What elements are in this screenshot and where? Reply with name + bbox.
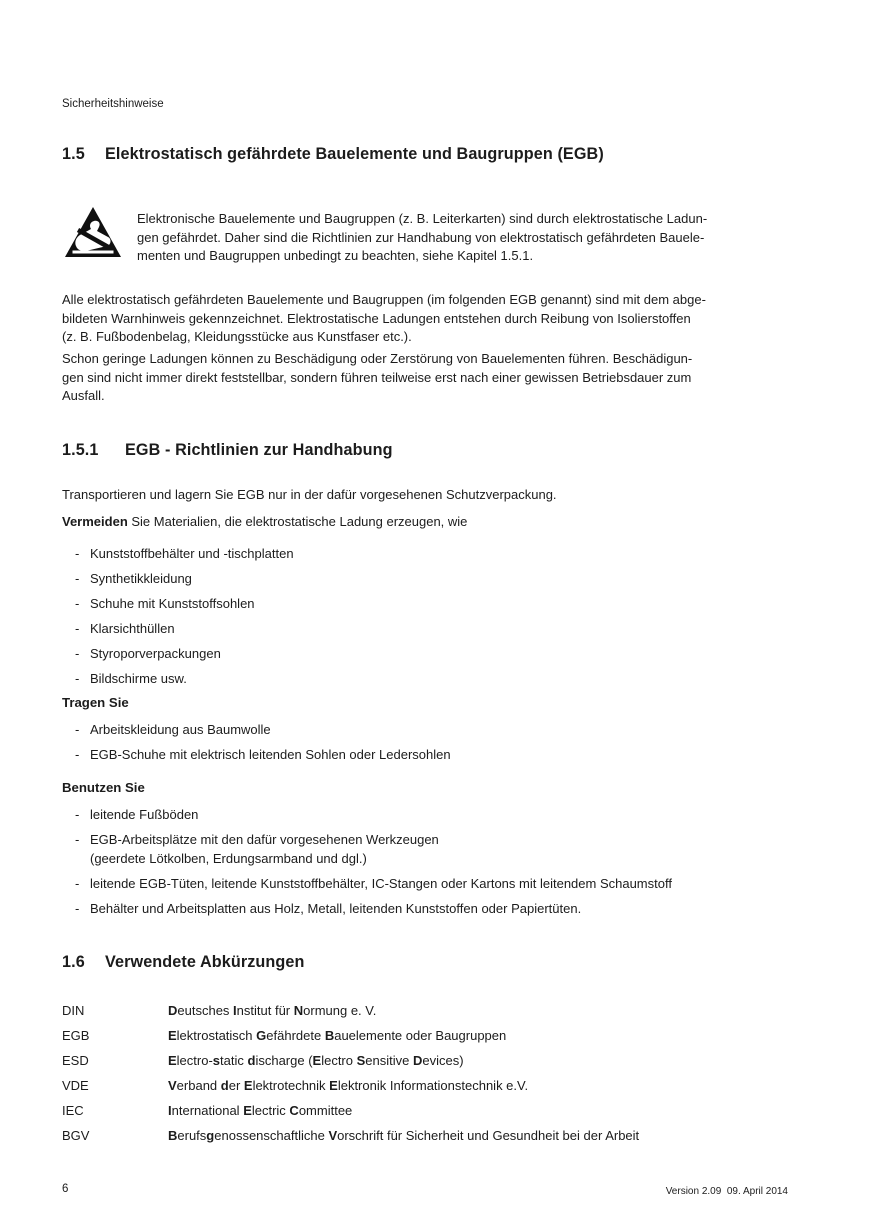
abbreviation-row (62, 1128, 788, 1153)
bold-letter: D (412, 1053, 423, 1068)
text-line: Styroporverpackungen (90, 646, 221, 661)
abbreviation-row (62, 1103, 788, 1128)
list-item-text (90, 746, 788, 765)
list-marker: - (75, 832, 80, 847)
abbreviation-term: BGV (62, 1128, 90, 1143)
bold-letter: d (247, 1053, 256, 1068)
bold-letter: E (243, 1103, 252, 1118)
text-line: bildeten Warnhinweis gekennzeichnet. Elektrostatische Ladungen entstehen durch Reibung von Isolierstoffen (62, 310, 691, 326)
bold-letter: B (324, 1028, 335, 1043)
list-item-text (90, 900, 788, 919)
abbreviation-definition (168, 1078, 528, 1093)
abbreviation-term: ESD (62, 1053, 89, 1068)
text-line: (z. B. Fußbodenbelag, Kleidungsstücke aus Kunstfaser etc.). (62, 329, 412, 344)
text-line: Klarsichthüllen (90, 621, 175, 636)
avoid-intro (62, 513, 788, 532)
abbreviation-term: DIN (62, 1003, 85, 1018)
list-item-text (90, 545, 788, 564)
text-segment: nternational (171, 1103, 244, 1118)
list-item-text (90, 620, 788, 639)
text-segment: tatic (220, 1053, 248, 1068)
text-line: Kunststoffbehälter und -tischplatten (90, 546, 294, 561)
ground-bar-shape (73, 251, 114, 254)
abbreviation-definition (168, 1103, 352, 1118)
list-marker: - (75, 571, 80, 586)
bold-letter: V (168, 1078, 177, 1093)
text-segment: lectric (251, 1103, 290, 1118)
text-segment: ischarge ( (255, 1053, 313, 1068)
bold-letter: E (168, 1028, 177, 1043)
text-line: Arbeitskleidung aus Baumwolle (90, 722, 271, 737)
bold-letter: d (220, 1078, 229, 1093)
list-item-text (90, 806, 788, 825)
text-line: Alle elektrostatisch gefährdeten Bauelemente und Baugruppen (im folgenden EGB genannt) sind mit dem abge- (62, 292, 706, 307)
bold-letter: E (312, 1053, 322, 1068)
text-segment: lektrotechnik (252, 1078, 330, 1093)
list-item (62, 875, 788, 894)
text-line: Schon geringe Ladungen können zu Beschädigung oder Zerstörung von Bauelementen führen. Beschädigun- (62, 351, 693, 366)
abbreviation-definition (168, 1053, 464, 1068)
text-line: Transportieren und lagern Sie EGB nur in der dafür vorgesehenen Schutzverpackung. (62, 487, 557, 502)
list-marker: - (75, 875, 80, 891)
abbreviation-definition (168, 1128, 639, 1143)
text-line: leitende Fußböden (90, 807, 199, 822)
list-item-text (90, 670, 788, 689)
list-marker: - (75, 621, 80, 636)
list-item-text (90, 721, 788, 740)
bold-letter: E (168, 1053, 177, 1068)
text-segment: nstitut für (236, 1003, 294, 1018)
text-line: menten und Baugruppen unbedingt zu beachten, siehe Kapitel 1.5.1. (137, 248, 534, 263)
text-line: EGB-Schuhe mit elektrisch leitenden Sohlen oder Ledersohlen (90, 747, 451, 762)
text-line: leitende EGB-Tüten, leitende Kunststoffbehälter, IC-Stangen oder Kartons mit leitendem Schaumstoff (90, 875, 672, 891)
paragraph-damage (62, 350, 788, 406)
abbreviation-term: EGB (62, 1028, 90, 1043)
list-marker: - (75, 546, 80, 561)
section-1-5-title: Elektrostatisch gefährdete Bauelemente und Baugruppen (EGB) (105, 145, 604, 163)
text-line: Schuhe mit Kunststoffsohlen (90, 596, 255, 611)
warning-text (137, 210, 707, 266)
text-segment: ormung e. V. (303, 1003, 377, 1018)
list-item (62, 570, 788, 589)
list-item (62, 746, 788, 765)
page-number: 6 (62, 1183, 69, 1195)
text-line: gen gefährdet. Daher sind die Richtlinien zur Handhabung von elektrostatisch gefährdeten Bauele- (137, 229, 705, 245)
section-1-5-1-number: 1.5.1 (62, 441, 99, 459)
wear-list (62, 721, 788, 771)
text-segment: ensitive (365, 1053, 413, 1068)
list-marker: - (75, 596, 80, 611)
abbreviation-row (62, 1028, 788, 1053)
list-item (62, 620, 788, 639)
text-line: Bildschirme usw. (90, 671, 187, 686)
bold-letter: B (168, 1128, 178, 1143)
section-1-5-heading (62, 145, 788, 164)
list-item (62, 670, 788, 689)
text-segment: Sie Materialien, die elektrostatische Ladung erzeugen, wie (127, 514, 468, 529)
text-line: Behälter und Arbeitsplatten aus Holz, Metall, leitenden Kunststoffen oder Papiertüten. (90, 900, 582, 916)
text-segment: erufs (177, 1128, 207, 1143)
section-1-5-1-title: EGB - Richtlinien zur Handhabung (125, 441, 393, 459)
section-1-6-title: Verwendete Abkürzungen (105, 953, 305, 971)
list-marker: - (75, 747, 80, 762)
bold-letter: g (206, 1128, 215, 1143)
list-marker: - (75, 722, 80, 737)
bold-letter: Vermeiden (62, 514, 128, 529)
abbreviation-row (62, 1078, 788, 1103)
text-segment: auelemente oder Baugruppen (334, 1028, 507, 1043)
list-item (62, 721, 788, 740)
text-line: gen sind nicht immer direkt feststellbar, sondern führen teilweise erst nach einer gewissen Betriebsdauer zum (62, 369, 692, 385)
list-item (62, 595, 788, 614)
bold-letter: E (243, 1078, 253, 1093)
abbreviation-definition (168, 1003, 376, 1018)
paragraph-transport (62, 486, 788, 505)
text-line: Elektronische Bauelemente und Baugruppen (z. B. Leiterkarten) sind durch elektrostatische Ladun- (137, 211, 708, 226)
text-segment: lektronik Informationstechnik e.V. (337, 1078, 529, 1093)
esd-warning-block (62, 206, 788, 266)
abbreviation-definition (168, 1028, 506, 1043)
text-segment: evices) (422, 1053, 464, 1068)
bold-letter: G (256, 1028, 267, 1043)
text-segment: eutsches (177, 1003, 234, 1018)
abbreviation-term: IEC (62, 1103, 84, 1118)
abbreviation-row (62, 1053, 788, 1078)
abbreviation-term: VDE (62, 1078, 89, 1093)
text-segment: er (228, 1078, 244, 1093)
paragraph-egb-marking (62, 291, 788, 347)
text-segment: lektrostatisch (176, 1028, 257, 1043)
abbreviations-table (62, 1003, 788, 1153)
text-line: EGB-Arbeitsplätze mit den dafür vorgesehenen Werkzeugen (90, 832, 439, 847)
avoid-list (62, 545, 788, 695)
list-item (62, 545, 788, 564)
text-line: Ausfall. (62, 388, 105, 403)
list-item-text (90, 645, 788, 664)
text-segment: efährdete (266, 1028, 325, 1043)
running-header: Sicherheitshinweise (62, 98, 164, 110)
bold-letter: C (289, 1103, 299, 1118)
section-1-5-1-heading (62, 441, 788, 460)
text-segment: enossenschaftliche (214, 1128, 329, 1143)
text-segment: erband (176, 1078, 221, 1093)
section-1-6-heading (62, 953, 788, 972)
bold-letter: I (168, 1103, 172, 1118)
text-line: Synthetikkleidung (90, 571, 192, 586)
bold-letter: E (329, 1078, 338, 1093)
list-item (62, 645, 788, 664)
text-line: (geerdete Lötkolben, Erdungsarmband und dgl.) (90, 850, 367, 866)
text-segment: ommittee (298, 1103, 353, 1118)
bold-letter: N (293, 1003, 304, 1018)
text-segment: lectro (321, 1053, 357, 1068)
list-item-text (90, 595, 788, 614)
abbreviation-row (62, 1003, 788, 1028)
section-1-6-number: 1.6 (62, 953, 85, 971)
list-item-text (90, 831, 788, 868)
bold-letter: s (212, 1053, 221, 1068)
esd-warning-icon (64, 206, 122, 258)
bold-letter: S (356, 1053, 366, 1068)
use-heading: Benutzen Sie (62, 780, 145, 795)
use-list (62, 806, 788, 925)
section-1-5-number: 1.5 (62, 145, 85, 163)
bold-letter: D (168, 1003, 178, 1018)
footer-version: Version 2.09 09. April 2014 (665, 1186, 788, 1197)
bold-letter: I (233, 1003, 237, 1018)
list-item-text (90, 875, 788, 894)
text-segment: lectro- (176, 1053, 213, 1068)
list-item (62, 900, 788, 919)
list-marker: - (75, 900, 80, 916)
list-marker: - (75, 671, 80, 686)
list-item-text (90, 570, 788, 589)
text-segment: orschrift für Sicherheit und Gesundheit bei der Arbeit (337, 1128, 640, 1143)
wear-heading: Tragen Sie (62, 695, 129, 710)
bold-letter: V (328, 1128, 338, 1143)
list-item (62, 831, 788, 868)
list-item (62, 806, 788, 825)
list-marker: - (75, 646, 80, 661)
list-marker: - (75, 807, 80, 822)
